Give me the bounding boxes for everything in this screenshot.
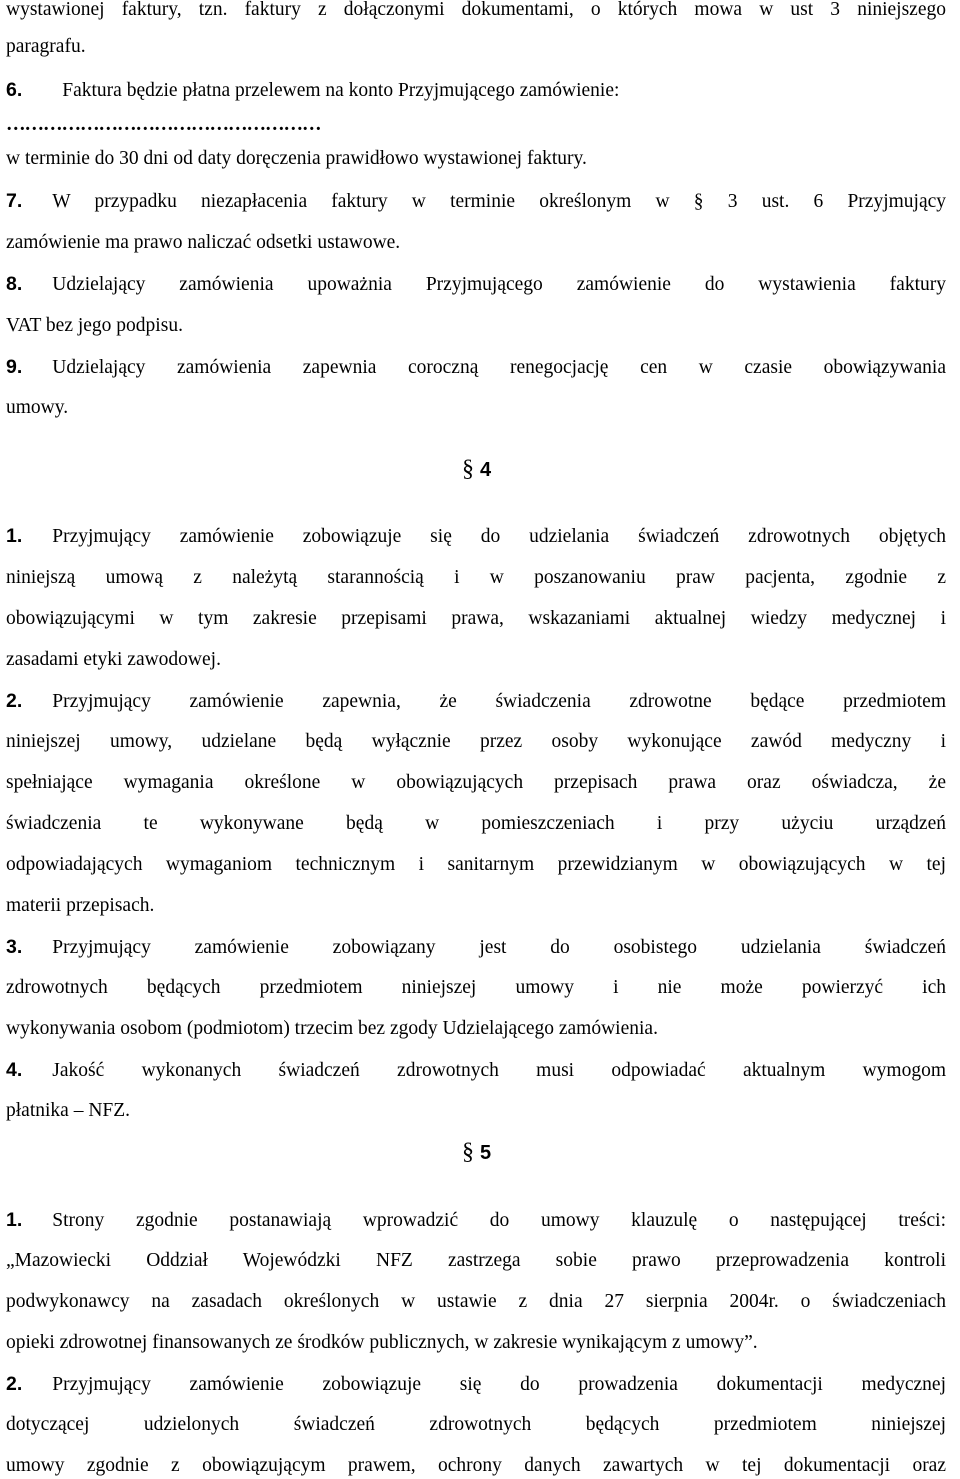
paragraph-6 <box>6 77 946 103</box>
item-text: Udzielający zamówienia zapewnia coroczną renegocjację cen w czasie obowiązywania <box>52 357 946 378</box>
text-line: niniejszą umową z należytą starannością i w poszanowaniu praw pacjenta, zgodnie z <box>6 567 946 588</box>
paragraph-4-2 <box>6 688 946 714</box>
text-line: podwykonawcy na zasadach określonych w ustawie z dnia 27 sierpnia 2004r. o świadczeniach <box>6 1291 946 1312</box>
item-text: Przyjmujący zamówienie zobowiązany jest do osobistego udzielania świadczeń <box>52 937 946 958</box>
text-line: płatnika – NFZ. <box>6 1100 131 1121</box>
text-line: spełniające wymagania określone w obowiązujących przepisach prawa oraz oświadcza, że <box>6 772 946 793</box>
item-text: Udzielający zamówienia upoważnia Przyjmującego zamówienie do wystawienia faktury <box>52 274 946 295</box>
paragraph-4-3 <box>6 934 946 960</box>
text-line: wystawionej faktury, tzn. faktury z dołączonymi dokumentami, o których mowa w ust 3 niniejszego <box>6 0 946 20</box>
text-line: materii przepisach. <box>6 895 155 916</box>
paragraph-4-4 <box>6 1057 946 1083</box>
text-line: „Mazowiecki Oddział Wojewódzki NFZ zastrzega sobie prawo przeprowadzenia kontroli <box>6 1250 946 1271</box>
paragraph-9 <box>6 354 946 380</box>
item-number: 1. <box>6 1209 23 1231</box>
item-text: W przypadku niezapłacenia faktury w terminie określonym w <box>52 191 670 212</box>
section-number: 5 <box>480 1142 492 1164</box>
text-line: umowy zgodnie z obowiązującym prawem, ochrony danych zawartych w tej dokumentacji oraz <box>6 1455 946 1476</box>
paragraph-5-1 <box>6 1207 946 1233</box>
item-text: Przyjmujący zamówienie zobowiązuje się do prowadzenia dokumentacji medycznej <box>52 1374 946 1395</box>
item-number: 2. <box>6 1373 23 1395</box>
item-text: Jakość wykonanych świadczeń zdrowotnych musi odpowiadać aktualnym wymogom <box>52 1060 946 1081</box>
item-text: Strony zgodnie postanawiają wprowadzić do umowy klauzulę o następującej treści: <box>52 1210 946 1231</box>
text-line: świadczenia te wykonywane będą w pomieszczeniach i przy użyciu urządzeń <box>6 813 946 834</box>
text-line: umowy. <box>6 397 69 418</box>
paragraph-4-1 <box>6 523 946 549</box>
text-line: w terminie do 30 dni od daty doręczenia prawidłowo wystawionej faktury. <box>6 148 587 169</box>
paragraph-5-2 <box>6 1371 946 1397</box>
text-line: niniejszej umowy, udzielane będą wyłącznie przez osoby wykonujące zawód medyczny i <box>6 731 946 752</box>
section-sign: § <box>462 1139 474 1165</box>
item-number: 7. <box>6 190 23 212</box>
text-line: dotyczącej udzielonych świadczeń zdrowotnych będących przedmiotem niniejszej <box>6 1414 946 1435</box>
text-line: odpowiadających wymaganiom technicznym i sanitarnym przewidzianym w obowiązujących w tej <box>6 854 946 875</box>
item-number: 6. <box>6 79 23 101</box>
item-number: 8. <box>6 273 23 295</box>
text-line: opieki zdrowotnej finansowanych ze środków publicznych, w zakresie wynikającym z umowy”. <box>6 1332 758 1353</box>
text-line: zasadami etyki zawodowej. <box>6 649 221 670</box>
text-line: obowiązującymi w tym zakresie przepisami prawa, wskazaniami aktualnej wiedzy medycznej i <box>6 608 946 629</box>
text-line: wykonywania osobom (podmiotom) trzecim bez zgody Udzielającego zamówienia. <box>6 1018 658 1039</box>
text-line: zdrowotnych będących przedmiotem niniejszej umowy i nie może powierzyć ich <box>6 977 946 998</box>
paragraph-8 <box>6 271 946 297</box>
item-text: Faktura będzie płatna przelewem na konto Przyjmującego zamówienie: <box>62 80 620 101</box>
section-heading-4 <box>462 456 522 483</box>
section-sign: § <box>693 191 704 212</box>
item-number: 3. <box>6 936 23 958</box>
item-text: 3 ust. 6 Przyjmujący <box>727 191 947 212</box>
text-line: zamówienie ma prawo naliczać odsetki ustawowe. <box>6 232 401 253</box>
item-number: 9. <box>6 356 23 378</box>
section-sign: § <box>462 456 474 482</box>
item-text: Przyjmujący zamówienie zapewnia, że świadczenia zdrowotne będące przedmiotem <box>52 691 946 712</box>
item-number: 2. <box>6 690 23 712</box>
item-number: 4. <box>6 1059 23 1081</box>
section-heading-5 <box>462 1139 522 1166</box>
section-number: 4 <box>480 459 492 481</box>
fill-in-dots: …………………………………………… <box>6 114 321 135</box>
item-number: 1. <box>6 525 23 547</box>
text-line: VAT bez jego podpisu. <box>6 315 183 336</box>
text-line: paragrafu. <box>6 36 86 57</box>
paragraph-7 <box>6 188 946 214</box>
item-text: Przyjmujący zamówienie zobowiązuje się do udzielania świadczeń zdrowotnych objętych <box>52 526 946 547</box>
